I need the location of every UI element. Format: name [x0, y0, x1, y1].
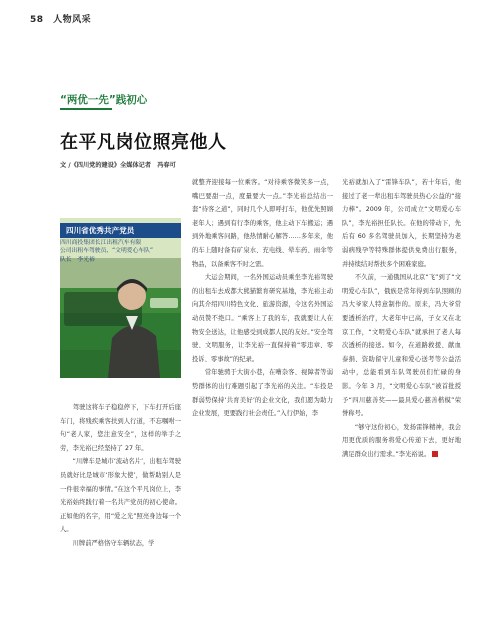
section-name: 人物风采 — [53, 15, 92, 25]
paragraph: 大运会期间，一名外国运动员乘坐李光裕驾驶的出租车去成都大熊猫繁育研究基地，李光裕主动向其介绍四川特色文化、旅游资源，令这名外国运动员赞不绝口。“乘客上了我的车，我就要让人在物安全送达，让他感受到成都人民的友好。”安全驾驶、文明服务，让李光裕一直保持着“零违章、零投诉、零事故”的纪录。 — [192, 274, 333, 363]
paragraph: 光裕就加入了“雷锋车队”，若十年后，他接过了老一辈出租车驾驶员热心公益的“接力棒”。2009 年，公司成立“文明爱心车队”，李光裕担任队长。在他的带动下，先后有 60 多名驾驶员加入，长期坚持为老弱病残孕等特殊群体提供免费出行服务，并持续结对帮扶多个困难家庭。 — [342, 179, 461, 268]
byline: 文 /《四川党的建设》全媒体记者 冯春可 — [60, 162, 176, 169]
photo-caption — [60, 223, 181, 264]
paragraph: 就整齐迎接每一位乘客。“对待乘客微笑多一点，嘴巴要甜一点，度量要大一点。”李光裕总结出一套“待客之道”，同时几个人即呼打车，他优先照顾老年人；遇到有行李的乘客，他主动下车搬运；遇到外地乘客问路，他热情耐心解答……多年来，他的车上随时备有矿泉水、充电线、晕车药、雨伞等物品，以备乘客不时之需。 — [192, 179, 333, 268]
paragraph: 川牌前严格恪守车辆状态，学 — [60, 539, 155, 547]
caption-line: 四川商投集团长江出租汽车有限 — [60, 240, 142, 246]
body-column-3 — [342, 176, 461, 461]
caption-line: 队长 李光裕 — [60, 256, 95, 263]
paragraph: 不久前，一通俄国从北京“飞”到了“文明爱心车队”，俄族是常年得到车队照顾的冯大爷家人特意制作的。原来，冯大爷常要透析治疗，大老年中已高，子女又在北京工作，“文明爱心车队”就承担了老人每次透析的接送。如今，在道路救援、献血泰捐、资助留守儿童和爱心送考等公益活动中，总能看到车队驾驶员们忙碌的身影。今年 3 月，“文明爱心车队”被首批授予“四川慈善奖——最具爱心慈善楷模”荣誉称号。 — [342, 274, 461, 418]
body-column-1 — [60, 401, 181, 551]
paragraph: “川牌车是城市‘流动名片’，出租车驾驶员就好比是城市‘形象大使’，做帮助别人是一件很幸福的事情。”在这个平凡岗位上，李光裕始终践行着一名共产党员的初心使命。正如他的名字，用“爱之光”照亮身边每一个人。 — [60, 458, 181, 534]
closing-text: “够守这份初心，发扬雷锋精神，我会用更优质的服务将爱心传递下去，更好地满足群众出行需求。”李光裕说。 — [342, 423, 461, 458]
section-tag-underline — [60, 108, 112, 110]
paragraph: 常年驰骋于大街小巷，在嘈杂客、视障者等弱势群体的出行难题引起了李光裕的关注。“车投是群弱势保持‘共育美好’的企业文化，我们愿为助力企业发展，更要践行社会责任。”入行伊始，李 — [192, 369, 333, 418]
article-title: 在平凡岗位照亮他人 — [60, 132, 227, 153]
caption-line: 公司出租车驾驶员、“文明爱心车队” — [60, 248, 153, 255]
caption-title: 四川省优秀共产党员 — [60, 223, 181, 238]
paragraph: 驾驶这将车子稳稳停下，下车打开后座车门，将残疾乘客扶到人行道，不忘嘱咐一句“老人家，您注意安全”，这样的举手之劳，李光裕已经坚持了 27 年。 — [60, 404, 181, 452]
section-tag: “两优一先”践初心 — [60, 94, 148, 106]
paragraph — [342, 421, 461, 462]
running-header — [30, 12, 91, 25]
page-number: 58 — [30, 15, 44, 25]
body-column-2 — [192, 176, 333, 421]
end-mark-icon — [432, 451, 438, 457]
